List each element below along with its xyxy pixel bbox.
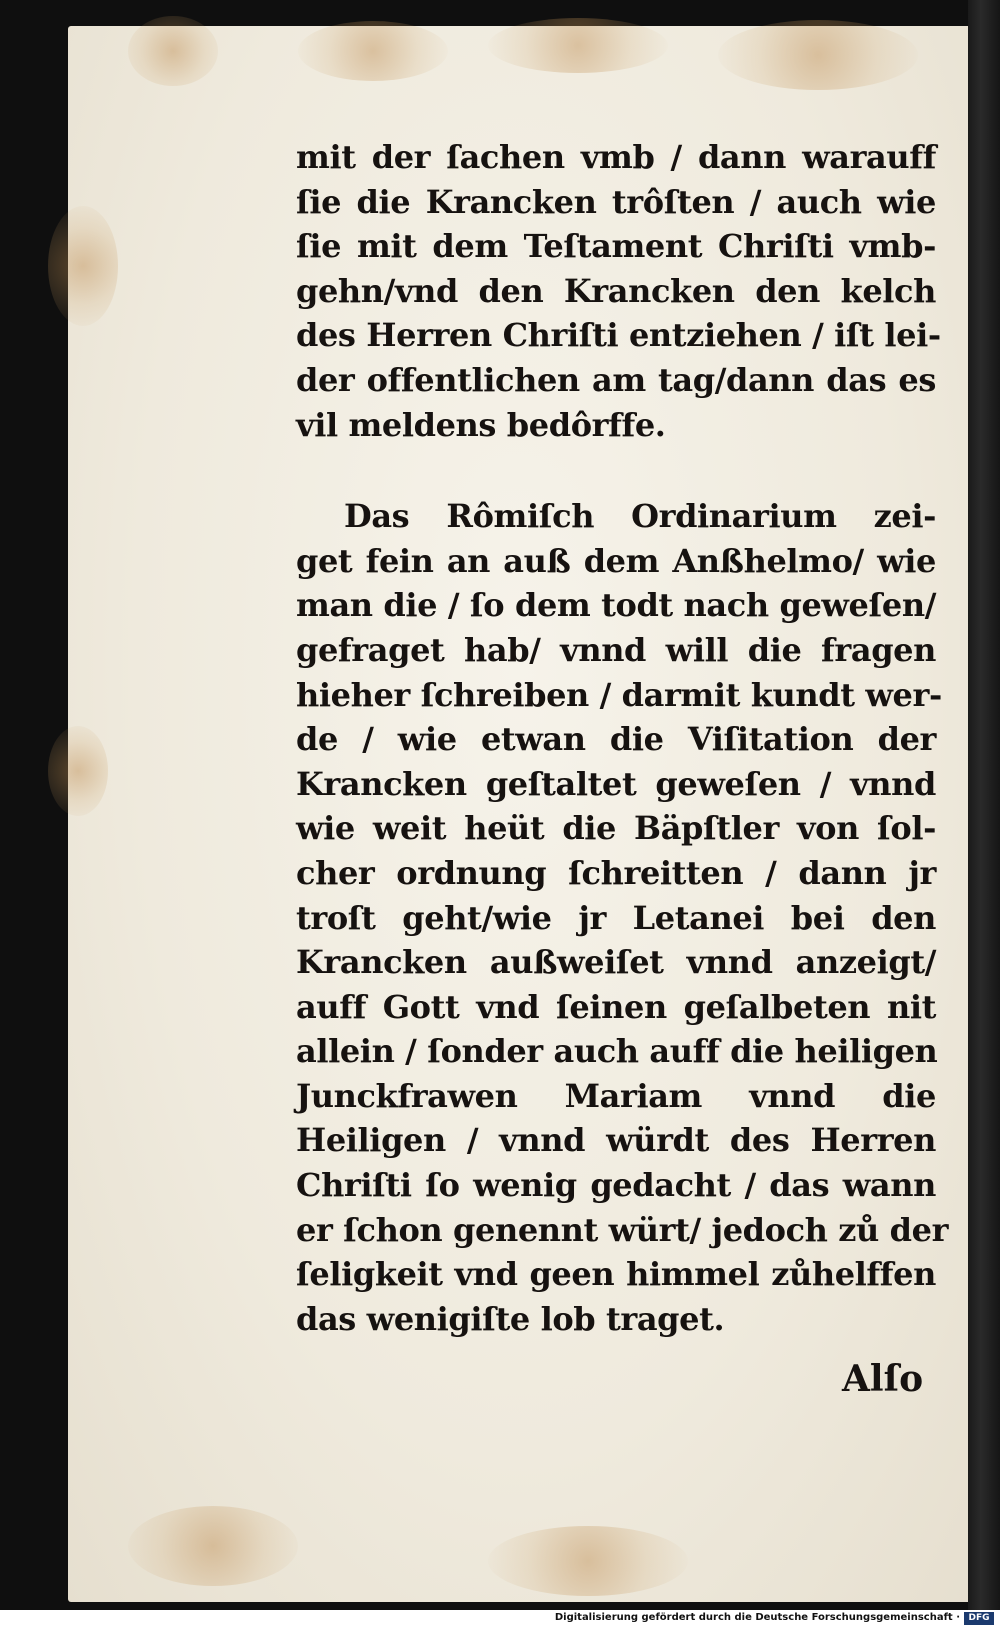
text-line: ſie mit dem Teſtament Chriſti vmb- — [296, 227, 936, 266]
foxing-stain — [488, 1526, 688, 1596]
text-line: cher ordnung ſchreitten / dann jr — [296, 853, 936, 892]
text-line: er ſchon genennt würt/ jedoch zů der — [296, 1210, 949, 1249]
text-line: des Herren Chriſti entziehen / iſt lei- — [296, 316, 941, 355]
text-line: Das Rômiſch Ordinarium zei- — [344, 497, 936, 536]
foxing-stain — [48, 726, 108, 816]
paragraph-gap — [296, 447, 936, 494]
text-line: man die / ſo dem todt nach geweſen/ — [296, 586, 936, 625]
text-line: mit der ſachen vmb / dann warauff — [296, 138, 936, 176]
text-line: get fein an auß dem Anßhelmo/ wie — [296, 541, 936, 580]
text-line: troſt geht/wie jr Letanei bei den — [296, 898, 936, 937]
text-line: Junckfrawen Mariam vnnd die — [296, 1076, 936, 1115]
text-line: Krancken außweiſet vnnd anzeigt/ — [296, 943, 936, 982]
text-line: Krancken geſtaltet geweſen / vnnd — [296, 764, 936, 803]
text-line: das wenigiſte lob traget. — [296, 1299, 725, 1338]
text-line: wie weit heüt die Bäpſtler von ſol- — [296, 809, 936, 848]
text-line: gehn/vnd den Krancken den kelch — [296, 271, 936, 310]
foxing-stain — [718, 20, 918, 90]
text-line: allein / ſonder auch auff die heiligen — [296, 1032, 938, 1071]
catchword: Alſo — [842, 1358, 924, 1400]
text-line: der offentlichen am tag/dann das es — [296, 360, 936, 399]
text-line: hieher ſchreiben / darmit kundt wer- — [296, 675, 942, 714]
text-line: ſie die Krancken trôſten / auch wie — [296, 182, 936, 221]
book-edge — [968, 0, 1000, 1610]
foxing-stain — [128, 1506, 298, 1586]
text-line: Heiligen / vnnd würdt des Herren — [296, 1121, 936, 1160]
foxing-stain — [298, 21, 448, 81]
foxing-stain — [128, 16, 218, 86]
text-line: de / wie etwan die Viſitation der — [296, 720, 936, 759]
dfg-logo-icon: DFG — [964, 1612, 994, 1625]
text-line: auff Gott vnd ſeinen geſalbeten nit — [296, 987, 936, 1026]
foxing-stain — [488, 18, 668, 73]
text-line: vil meldens bedôrffe. — [296, 405, 666, 444]
text-line: gefraget hab/ vnnd will die fragen — [296, 630, 936, 669]
text-line: ſeligkeit vnd geen himmel zůhelffen — [296, 1255, 936, 1294]
footer-credit: Digitalisierung gefördert durch die Deutsche Forschungsgemeinschaft · — [554, 1612, 960, 1623]
body-text — [296, 135, 949, 1341]
text-line: Chriſti ſo wenig gedacht / das wann — [296, 1166, 936, 1205]
foxing-stain — [48, 206, 118, 326]
